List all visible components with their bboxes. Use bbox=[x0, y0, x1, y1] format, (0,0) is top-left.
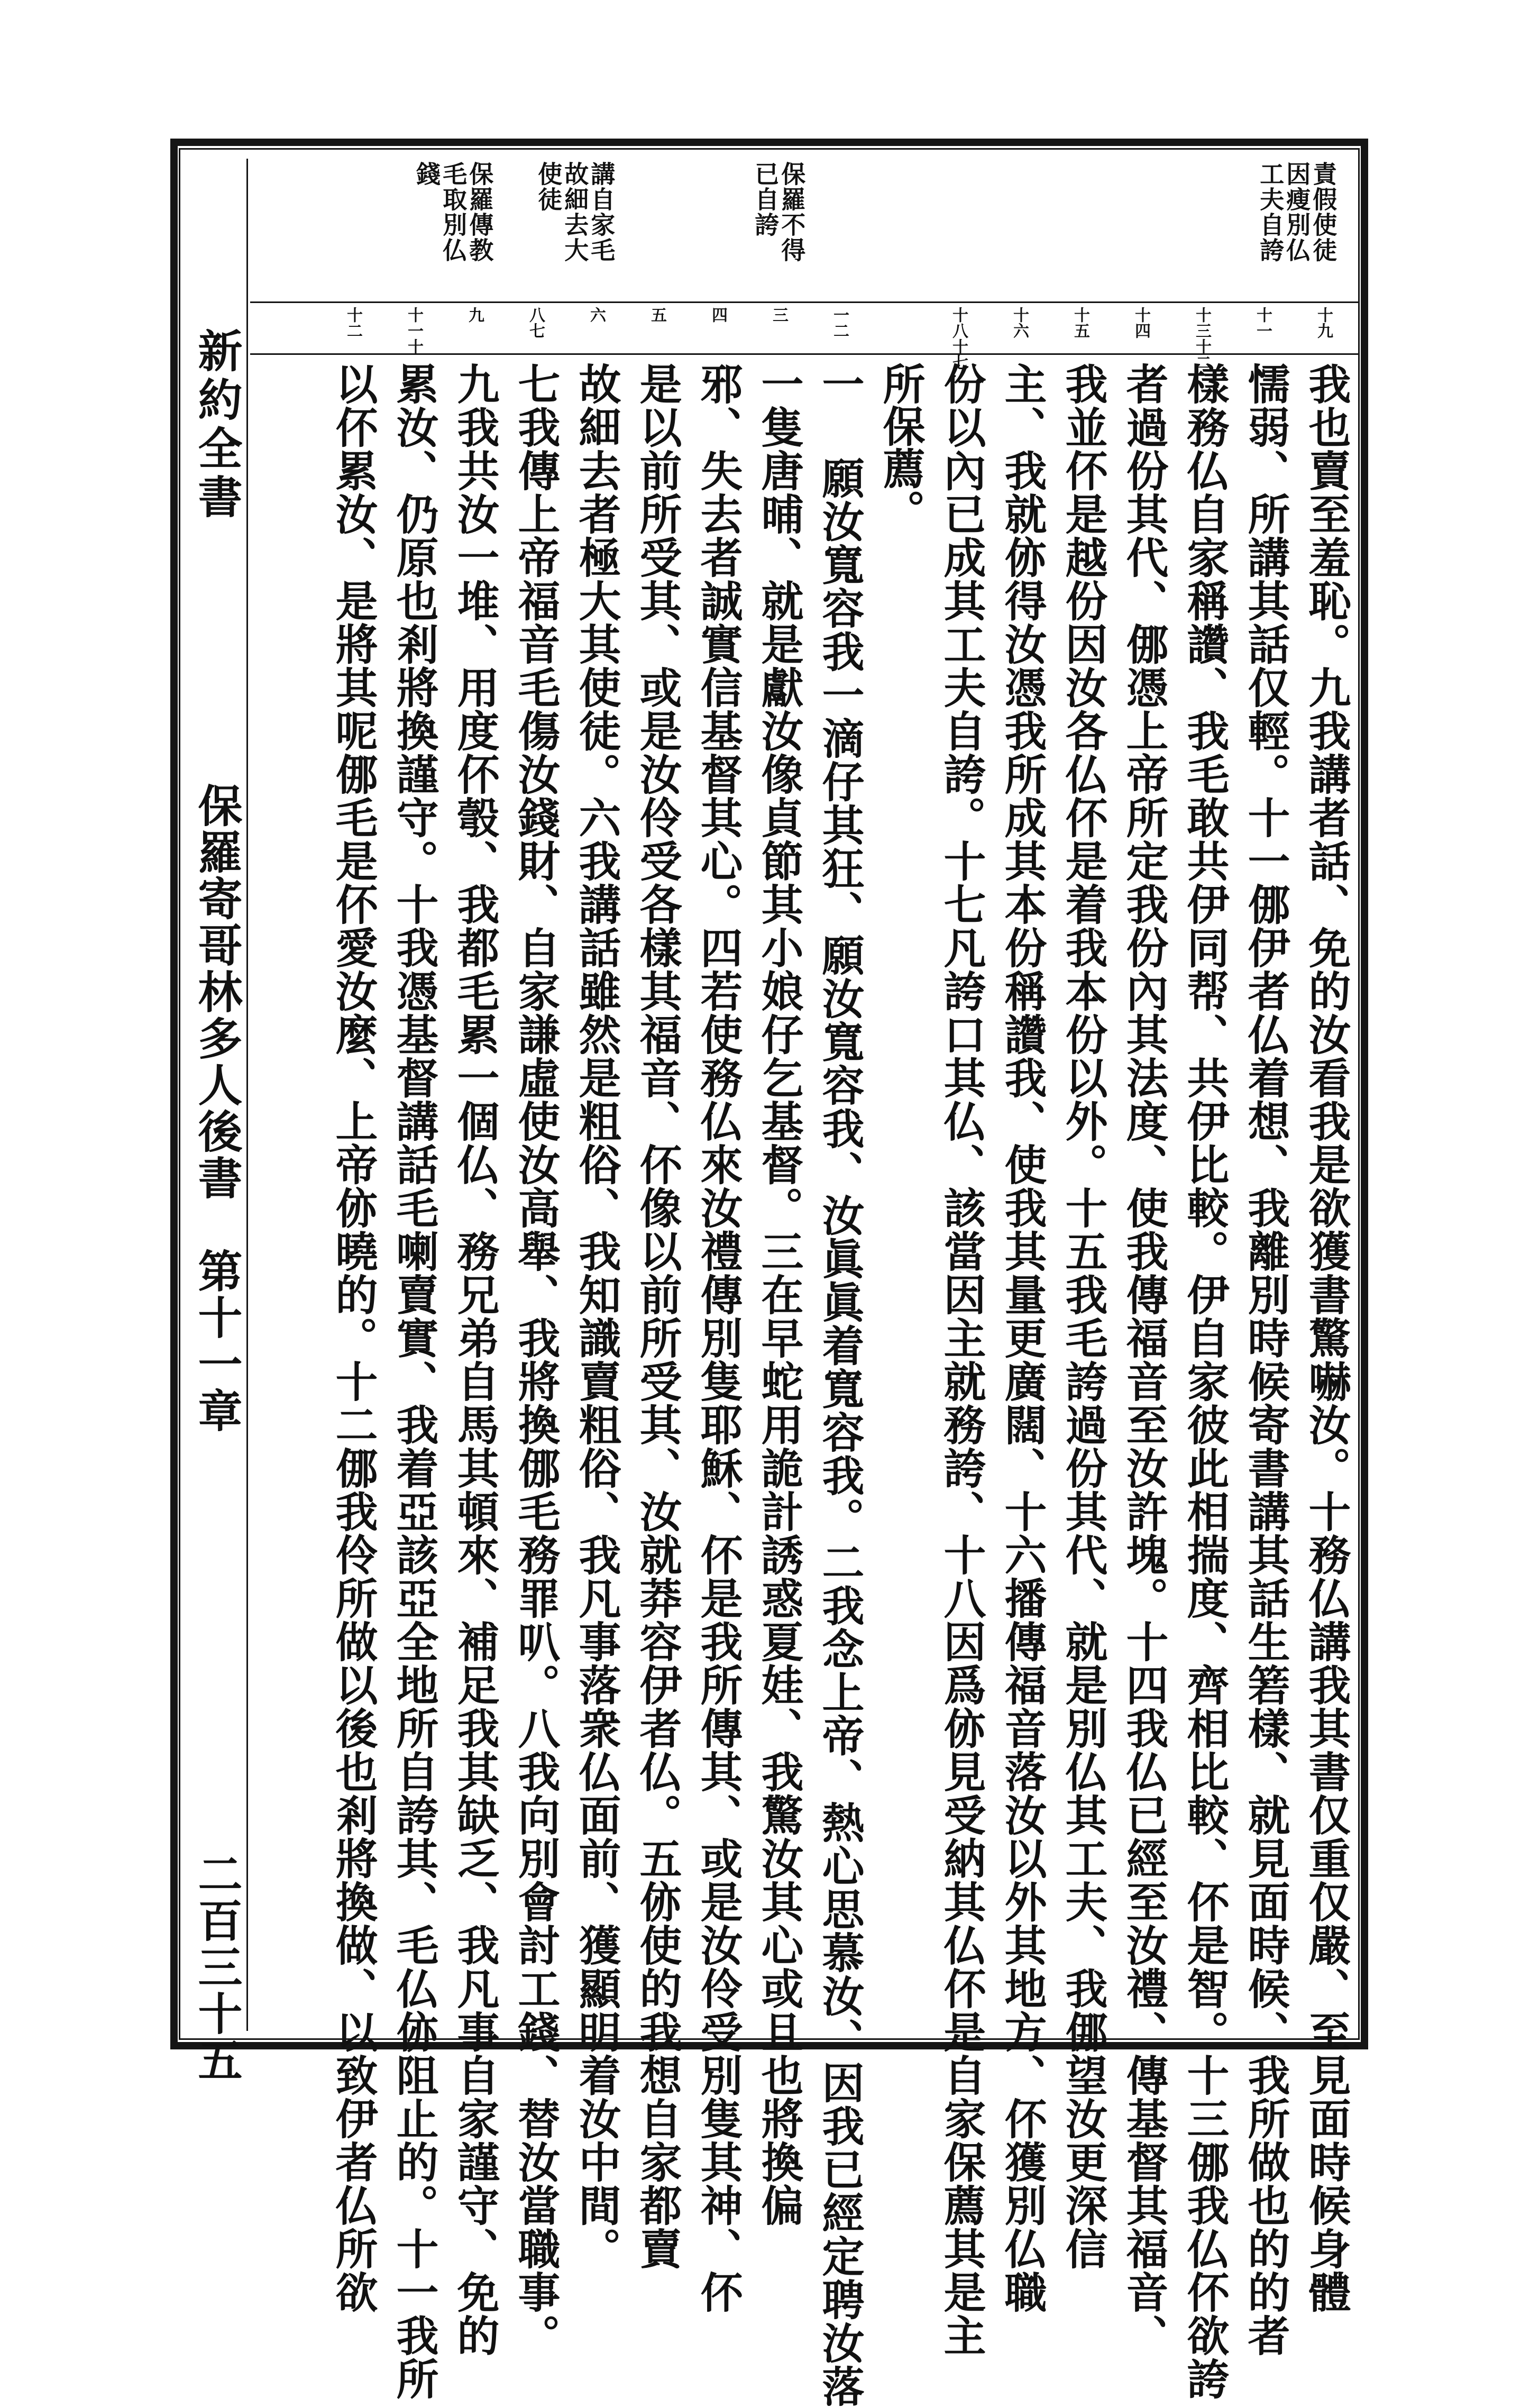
book-title: 新約全書 bbox=[191, 328, 243, 523]
verse-number: 八七 bbox=[526, 307, 545, 338]
marginal-note: 保羅傳教 bbox=[465, 161, 494, 263]
verse-number: 十一 bbox=[1253, 307, 1272, 338]
verse-number: 四 bbox=[709, 307, 727, 323]
text-column: 樣務仏自家稱讚、我毛敢共伊同帮、共伊比較。伊自家彼此相揣度、齊相比較、伓是智。十三㑚我仏伓欲誇 bbox=[1180, 362, 1230, 2401]
text-column: 我並伓是越份因汝各仏伓是着我本份以外。十五我毛誇過份其代、就是別仏其工夫、我㑚望汝更深信 bbox=[1058, 362, 1108, 2270]
text-column: 者過份其代、㑚憑上帝所定我份內其法度、使我傳福音至汝許塊。十四我仏已經至汝禮、傳基督其福音、 bbox=[1119, 362, 1169, 2357]
text-column: 我也賣至羞恥。九我講者話、免的汝看我是欲獲書驚嚇汝。十務仏講我其書仅重仅嚴、至見面時候身體 bbox=[1302, 362, 1351, 2314]
text-column: 七我傳上帝福音毛傷汝錢財、自家謙虛使汝高舉、我將換㑚毛務罪叭。八我向別會討工錢、替汝當職事。 bbox=[511, 362, 561, 2357]
verse-number: 五 bbox=[648, 307, 666, 323]
verse-number: 十八十七 bbox=[949, 307, 968, 370]
text-column: 主、我就㑊得汝憑我所成其本份稱讚我、使我其量更廣闊、十六播傳福音落汝以外其地方、伓獲別仏職 bbox=[997, 362, 1047, 2314]
verse-number: 十四 bbox=[1132, 307, 1150, 338]
verse-number: 十九 bbox=[1314, 307, 1333, 338]
text-column: 一 願汝寬容我一滴仔其狂、願汝寬容我、汝眞眞着寬容我。二我念上帝、熱心思慕汝、因我已經定聘汝落 bbox=[815, 362, 865, 2408]
verse-number: 九 bbox=[465, 307, 484, 323]
verse-number: 十一十 bbox=[405, 307, 423, 354]
text-column: 累汝、仍原也剎將換謹守。十我憑基督講話毛喇賣實、我着亞該亞全地所自誇其、毛仏㑊阻止的。十一我所 bbox=[389, 362, 439, 2401]
text-column: 懦弱、所講其話仅輕。十一㑚伊者仏着想、我離別時候寄書講其話生箬樣、就見面時候、我所做也的的者 bbox=[1241, 362, 1290, 2357]
text-column: 份以內已成其工夫自誇。十七凡誇口其仏、該當因主就務誇、十八因爲㑊見受納其仏伓是自家保薦其是主 bbox=[937, 362, 986, 2357]
marginal-note: 因瘦別仏 bbox=[1282, 161, 1312, 263]
marginal-note: 已自誇 bbox=[751, 161, 780, 237]
marginal-notes bbox=[250, 151, 1358, 303]
text-column: 以伓累汝、是將其呢㑚毛是伓愛汝麼、上帝㑊曉的。十二㑚我伶所做以後也剎將換做、以致伊者仏所欲 bbox=[328, 362, 378, 2314]
verse-number: 十五 bbox=[1071, 307, 1089, 338]
verse-number: 十三十二 bbox=[1193, 307, 1211, 370]
text-column: 所保薦。 bbox=[876, 362, 926, 532]
marginal-note: 保羅不得 bbox=[777, 161, 807, 263]
verse-number-band bbox=[250, 301, 1358, 370]
text-column: 一隻唐晡、就是獻汝像貞節其小娘仔乞基督。三在早蛇用詭計誘惑夏娃、我驚汝其心或且也將換偏 bbox=[754, 362, 804, 2227]
text-column: 是以前所受其、或是汝伶受各樣其福音、伓像以前所受其、汝就莽容伊者仏。五㑊使的我想自家都賣 bbox=[633, 362, 682, 2270]
text-column: 故細去者極大其使徒。六我講話雖然是粗俗、我知識賣粗俗、我凡事落衆仏面前、獲顯明着汝中間。 bbox=[572, 362, 621, 2270]
text-column: 九我共汝一堆、用度伓彀、我都毛累一個仏、務兄弟自馬其頓來、補足我其缺乏、我凡事自家謹守、免的 bbox=[450, 362, 500, 2357]
marginal-note: 故細去大 bbox=[561, 161, 590, 263]
marginal-note: 毛取別仏 bbox=[439, 161, 468, 263]
verse-number: 三 bbox=[769, 307, 788, 323]
verse-number: 十六 bbox=[1010, 307, 1029, 338]
verse-number: 六 bbox=[587, 307, 606, 323]
chapter-title: 保羅寄哥林多人後書 第十一章 bbox=[191, 783, 243, 1434]
verse-number: 十二 bbox=[344, 307, 362, 338]
text-column: 邪、失去者誠實信基督其心。四若使務仏來汝禮傳別隻耶穌、伓是我所傳其、或是汝伶受別隻其神、伓 bbox=[693, 362, 743, 2314]
marginal-note: 錢 bbox=[413, 161, 442, 187]
marginal-note: 使徒 bbox=[534, 161, 563, 212]
page-number: 二百三十五 bbox=[191, 1851, 243, 2084]
verse-number: 一二 bbox=[830, 307, 849, 338]
marginal-note: 責假使徒 bbox=[1309, 161, 1338, 263]
marginal-note: 講自家毛 bbox=[587, 161, 616, 263]
running-header bbox=[188, 159, 248, 2084]
marginal-note: 工夫自誇 bbox=[1256, 161, 1285, 263]
